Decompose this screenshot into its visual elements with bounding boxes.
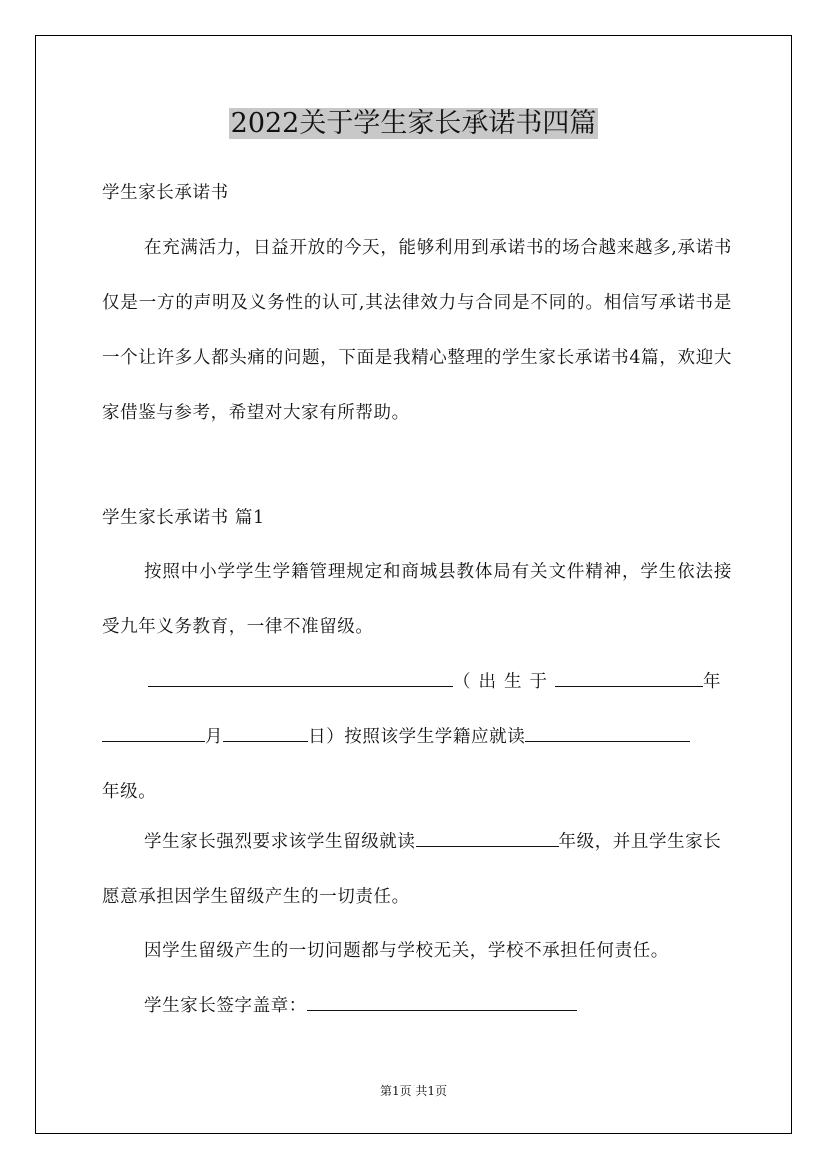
birth-month-blank[interactable] <box>102 725 205 742</box>
birth-prefix: （出生于 <box>453 672 555 692</box>
grade-label: 年级。 <box>102 782 157 802</box>
month-label: 月 <box>205 727 224 747</box>
intro-paragraph: 在充满活力，日益开放的今天，能够利用到承诺书的场合越来越多,承诺书仅是一方的声明及义务性的认可,其法律效力与合同是不同的。相信写承诺书是一个让许多人都头痛的问题，下面是我精心整理的学生家长承诺书4篇，欢迎大家借鉴与参考，希望对大家有所帮助。 <box>102 238 732 423</box>
retention-prefix: 学生家长强烈要求该学生留级就读 <box>144 832 416 852</box>
current-grade-blank[interactable] <box>525 725 690 742</box>
signature-blank[interactable] <box>307 994 577 1011</box>
signature-label: 学生家长签字盖章： <box>144 996 307 1016</box>
document-title-text: 2022关于学生家长承诺书四篇 <box>230 108 597 139</box>
disclaimer-paragraph: 因学生留级产生的一切问题都与学校无关，学校不承担任何责任。 <box>144 941 669 961</box>
birth-day-blank[interactable] <box>223 725 308 742</box>
retention-request-paragraph <box>102 815 732 925</box>
rule-paragraph: 按照中小学学生学籍管理规定和商城县教体局有关文件精神，学生依法接受九年义务教育，一律不准留级。 <box>102 562 732 637</box>
page-footer: 第1页 共1页 <box>379 1084 448 1098</box>
document-title <box>0 104 827 144</box>
signature-line <box>102 979 732 1034</box>
birth-year-blank[interactable] <box>555 670 703 687</box>
year-label: 年 <box>703 672 722 692</box>
letter-heading: 学生家长承诺书 <box>102 183 229 203</box>
student-info-paragraph <box>102 655 732 820</box>
section-heading: 学生家长承诺书 篇1 <box>102 508 265 528</box>
student-name-blank[interactable] <box>148 670 453 687</box>
retention-suffix: 年级，并且学生家长愿意承担因学生留级产生的一切责任。 <box>102 832 722 907</box>
day-label: 日）按照该学生学籍应就读 <box>308 727 526 747</box>
retention-grade-blank[interactable] <box>416 830 559 847</box>
